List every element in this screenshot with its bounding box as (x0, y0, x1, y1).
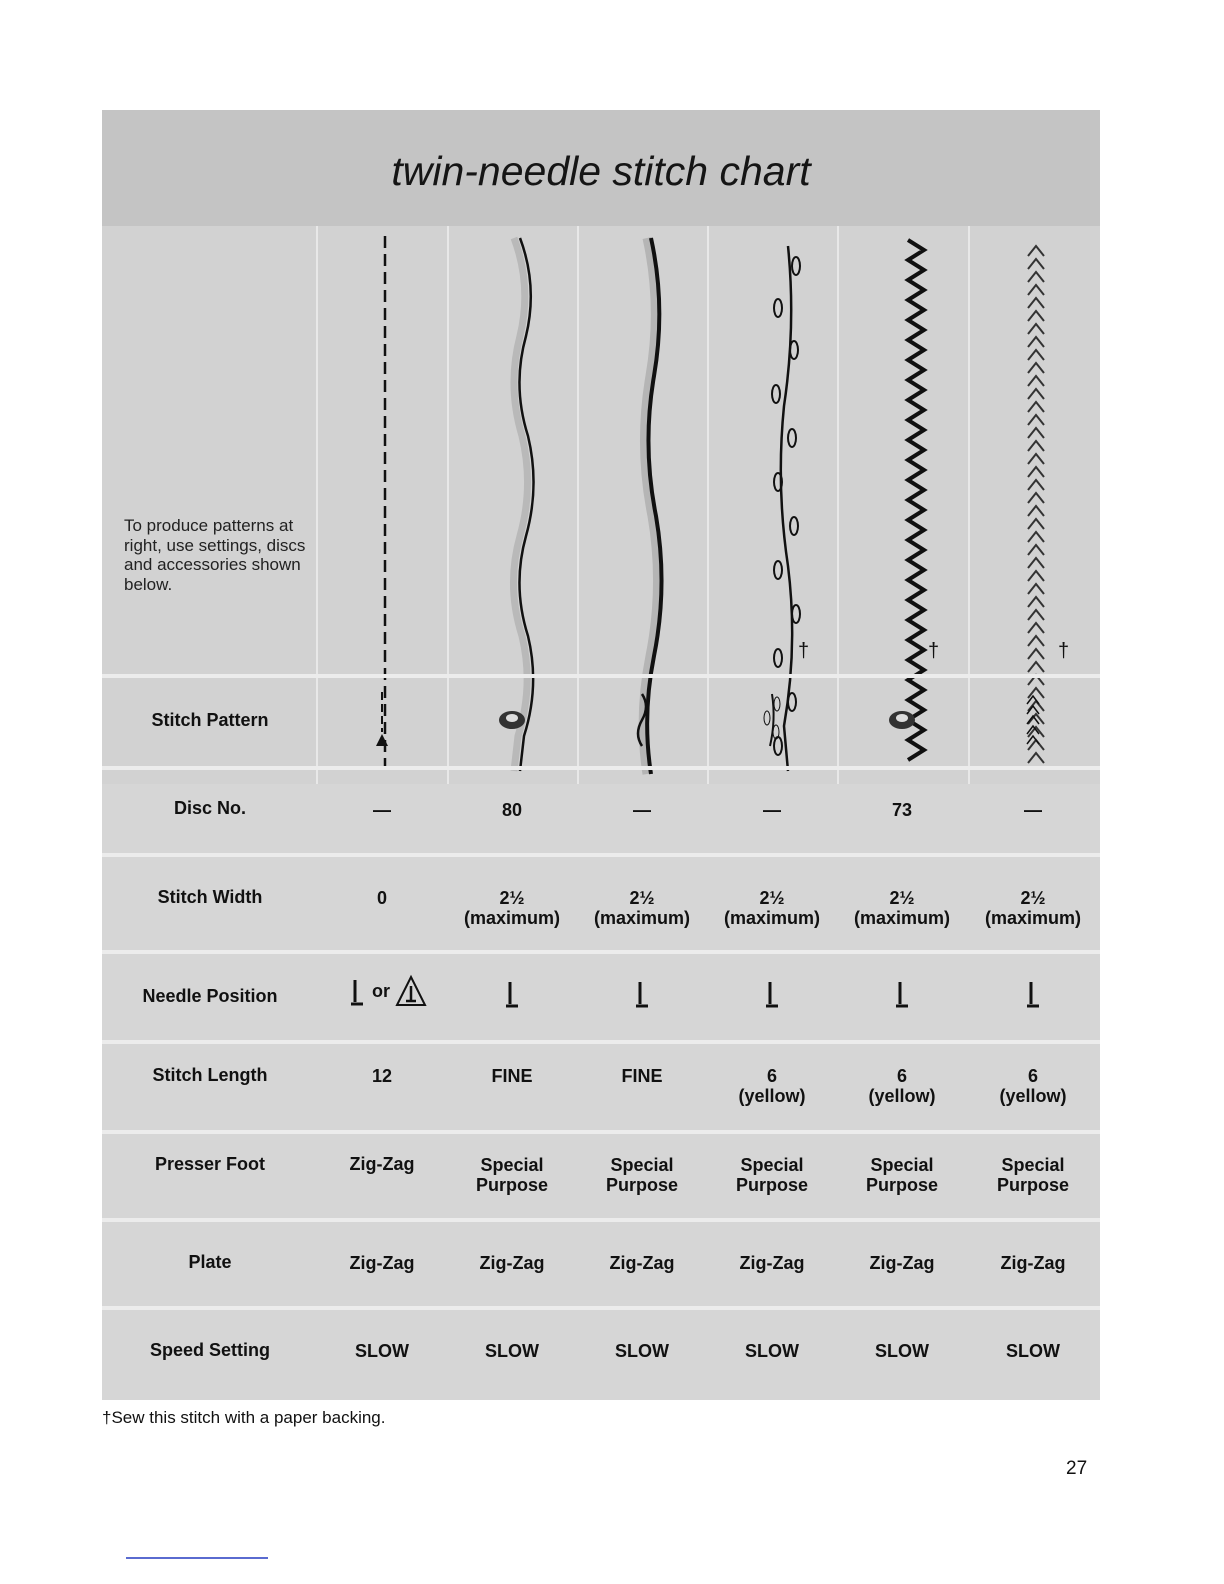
chevron-mark (1028, 480, 1044, 490)
chevron-mark (1028, 441, 1044, 451)
chevron-mark (1028, 428, 1044, 438)
left-needle-icon (969, 976, 1097, 1014)
stitch-length-label: Stitch Length (152, 1065, 268, 1085)
chevron-mark (1028, 402, 1044, 412)
center-needle-triangle-icon (395, 974, 427, 1008)
stitch-chart (102, 110, 1100, 1400)
width-value: 2½ (maximum) (723, 888, 821, 928)
leaf-vine-stitch-icon (708, 692, 836, 748)
width-value: 0 (376, 888, 387, 908)
chevron-mark (1028, 662, 1044, 672)
chevron-mark (1028, 324, 1044, 334)
chevron-mark (1028, 506, 1044, 516)
row-separator (102, 853, 1100, 857)
chevron-mark (1028, 363, 1044, 373)
left-needle-icon (578, 976, 706, 1014)
length-value: FINE (621, 1066, 663, 1086)
vine-leaves (772, 257, 800, 755)
chevron-mark (1028, 753, 1044, 763)
needle-position-label: Needle Position (142, 986, 278, 1006)
plate-value: Zig-Zag (739, 1253, 805, 1273)
left-needle-icon (347, 974, 367, 1008)
stitch-width-label: Stitch Width (157, 887, 263, 907)
chevron-mark (1028, 532, 1044, 542)
left-needle-icon (838, 976, 966, 1014)
length-value: 6 (yellow) (999, 1066, 1067, 1106)
page-number: 27 (1066, 1458, 1088, 1479)
chevron-mark (1028, 493, 1044, 503)
chevron-mark (1028, 298, 1044, 308)
disc-value: — (373, 800, 391, 820)
plate-value: Zig-Zag (869, 1253, 935, 1273)
row-separator (102, 766, 1100, 770)
plate-label: Plate (188, 1252, 232, 1272)
speed-value: SLOW (485, 1341, 539, 1361)
disc-icon (448, 708, 576, 732)
width-value: 2½ (maximum) (593, 888, 691, 928)
chevron-mark (1028, 623, 1044, 633)
chevron-mark (1028, 467, 1044, 477)
chevron-mark (1028, 350, 1044, 360)
chevron-mark (1028, 545, 1044, 555)
chevron-mark (1028, 285, 1044, 295)
foot-value: Special Purpose (735, 1155, 809, 1195)
decorative-line (126, 1557, 268, 1559)
dagger-mark: † (1058, 640, 1070, 662)
plate-value: Zig-Zag (479, 1253, 545, 1273)
chevron-stitch-sample (1028, 246, 1044, 763)
chevron-mark (1028, 272, 1044, 282)
chevron-mark (1028, 337, 1044, 347)
wavy-stitch-shadow (513, 238, 527, 771)
length-value: 6 (yellow) (738, 1066, 806, 1106)
row-separator (102, 1040, 1100, 1044)
chevron-mark (1028, 571, 1044, 581)
speed-value: SLOW (615, 1341, 669, 1361)
serpentine-stitch-icon (578, 692, 706, 748)
chevron-mark (1028, 259, 1044, 269)
chevron-mark (1028, 454, 1044, 464)
plate-value: Zig-Zag (609, 1253, 675, 1273)
speed-value: SLOW (1006, 1341, 1060, 1361)
foot-value: Zig-Zag (349, 1154, 415, 1174)
chevron-mark (1028, 311, 1044, 321)
disc-value: — (763, 800, 781, 820)
disc-value: 80 (501, 800, 523, 820)
length-value: 6 (yellow) (868, 1066, 936, 1106)
needle-position-value (312, 974, 462, 1008)
chart-title: twin-needle stitch chart (391, 148, 811, 194)
left-needle-icon (708, 976, 836, 1014)
row-separator (102, 1130, 1100, 1134)
chevron-mark (1028, 597, 1044, 607)
stitch-pattern-label: Stitch Pattern (151, 710, 269, 730)
speed-value: SLOW (745, 1341, 799, 1361)
footnote: †Sew this stitch with a paper backing. (102, 1408, 386, 1427)
speed-setting-label: Speed Setting (149, 1340, 270, 1360)
chevron-mark (1028, 610, 1044, 620)
chevron-mark (1028, 389, 1044, 399)
disc-number-label: Disc No. (173, 798, 247, 818)
plate-value: Zig-Zag (1000, 1253, 1066, 1273)
width-value: 2½ (maximum) (853, 888, 951, 928)
length-value: FINE (491, 1066, 533, 1086)
chevron-mark (1028, 415, 1044, 425)
zigzag-stitch-sample (908, 240, 924, 760)
chevron-stitch-icon (969, 692, 1097, 748)
intro-text: To produce patterns at right, use settings, discs and accessories shown below. (124, 516, 306, 594)
or-text: or (372, 981, 390, 1001)
foot-value: Special Purpose (475, 1155, 549, 1195)
foot-value: Special Purpose (865, 1155, 939, 1195)
speed-value: SLOW (875, 1341, 929, 1361)
disc-value: — (633, 800, 651, 820)
plate-value: Zig-Zag (349, 1253, 415, 1273)
chevron-mark (1028, 246, 1044, 256)
disc-icon (838, 708, 966, 732)
disc-value: — (1024, 800, 1042, 820)
chevron-mark (1028, 649, 1044, 659)
dagger-mark: † (928, 640, 940, 662)
left-needle-icon (448, 976, 576, 1014)
speed-value: SLOW (355, 1341, 409, 1361)
row-separator (102, 1306, 1100, 1310)
chevron-mark (1028, 519, 1044, 529)
length-value: 12 (371, 1066, 393, 1086)
straight-stitch-arrow-icon (318, 692, 446, 748)
row-separator (102, 674, 1100, 678)
chevron-mark (1028, 584, 1044, 594)
row-separator (102, 1218, 1100, 1222)
dagger-mark: † (798, 640, 810, 662)
chevron-mark (1028, 636, 1044, 646)
foot-value: Special Purpose (996, 1155, 1070, 1195)
chevron-mark (1028, 558, 1044, 568)
width-value: 2½ (maximum) (984, 888, 1082, 928)
title-band (102, 110, 1100, 226)
presser-foot-label: Presser Foot (154, 1154, 266, 1174)
width-value: 2½ (maximum) (463, 888, 561, 928)
row-separator (102, 950, 1100, 954)
disc-value: 73 (891, 800, 913, 820)
foot-value: Special Purpose (605, 1155, 679, 1195)
chevron-mark (1028, 376, 1044, 386)
